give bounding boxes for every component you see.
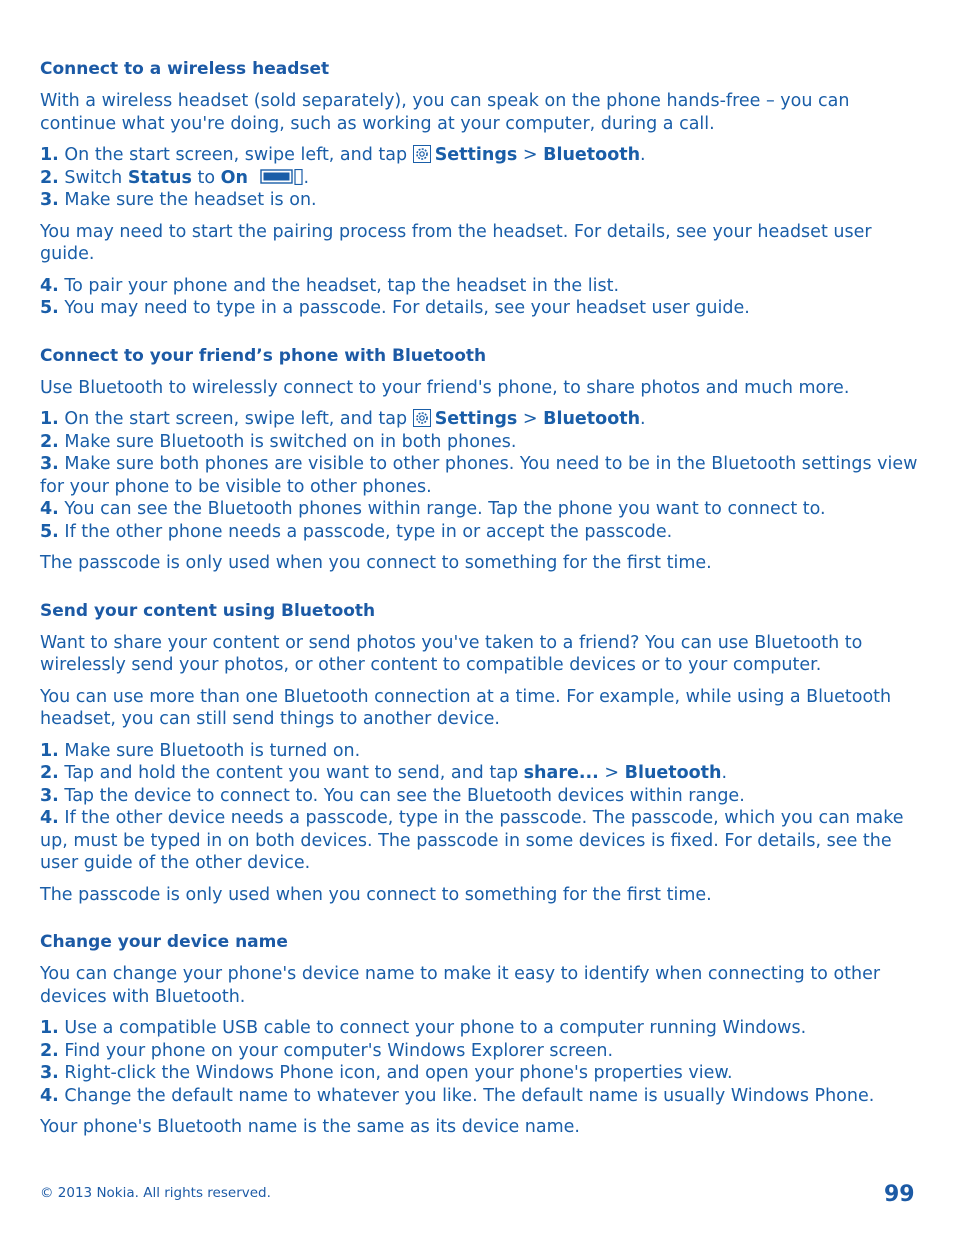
step-text: You can see the Bluetooth phones within range. Tap the phone you want to connect to.: [64, 499, 826, 519]
settings-label: Settings: [434, 409, 518, 429]
list-item: [40, 498, 920, 521]
status-label: Status: [127, 167, 192, 188]
path-separator: >: [522, 409, 538, 429]
list-item: [40, 740, 920, 763]
step-text: You may need to type in a passcode. For details, see your headset user guide.: [64, 298, 750, 318]
step-text: On the start screen, swipe left, and tap: [64, 145, 408, 165]
step-number: 5.: [40, 521, 59, 542]
step-number: 3.: [40, 454, 59, 474]
step-number: 2.: [40, 1040, 59, 1061]
step-text: Use a compatible USB cable to connect your phone to a computer running Windows.: [64, 1018, 807, 1038]
list-item: [40, 785, 920, 808]
step-number: 3.: [40, 190, 59, 210]
step-text: To pair your phone and the headset, tap the headset in the list.: [64, 275, 620, 296]
step-text: Tap the device to connect to. You can see the Bluetooth devices within range.: [64, 785, 745, 806]
list-item: [40, 167, 920, 190]
list-item: [40, 297, 920, 320]
section-heading: Connect to a wireless headset: [40, 59, 330, 79]
list-item: [40, 453, 920, 498]
steps-list: [40, 144, 920, 212]
step-number: 1.: [40, 409, 59, 429]
list-item: [40, 762, 920, 785]
step-text: On the start screen, swipe left, and tap: [64, 409, 408, 429]
path-separator: >: [522, 145, 538, 165]
step-text: Find your phone on your computer's Windows Explorer screen.: [64, 1040, 614, 1061]
bluetooth-label: Bluetooth: [543, 409, 641, 429]
steps-list: [40, 408, 920, 543]
list-item: [40, 144, 920, 167]
bluetooth-label: Bluetooth: [543, 145, 641, 165]
list-item: [40, 408, 920, 431]
list-item: [40, 521, 920, 544]
path-separator: >: [604, 763, 620, 783]
list-item: [40, 807, 920, 875]
list-item: [40, 189, 920, 212]
settings-gear-icon: [413, 409, 431, 427]
section-note: You may need to start the pairing process from the headset. For details, see your headset user guide.: [40, 221, 872, 264]
bluetooth-label: Bluetooth: [624, 763, 722, 783]
step-number: 1.: [40, 145, 59, 165]
step-text: to: [197, 167, 216, 188]
list-item: [40, 431, 920, 454]
list-item: [40, 1085, 920, 1108]
step-text: Make sure both phones are visible to other phones. You need to be in the Bluetooth settings view for your phone to be visible to other phones.: [40, 454, 918, 497]
section-intro: Use Bluetooth to wirelessly connect to your friend's phone, to share photos and much more.: [40, 377, 850, 398]
on-label: On: [220, 167, 248, 188]
section-intro-2: You can use more than one Bluetooth connection at a time. For example, while using a Bluetooth headset, you can still send things to another device.: [40, 686, 892, 729]
share-label: share...: [523, 763, 599, 783]
page-number: 99: [884, 1182, 915, 1207]
step-text: Right-click the Windows Phone icon, and open your phone's properties view.: [64, 1063, 733, 1083]
steps-list: [40, 1017, 920, 1107]
step-number: 4.: [40, 808, 59, 828]
step-text: Change the default name to whatever you like. The default name is usually Windows Phone.: [64, 1085, 875, 1106]
section-note: The passcode is only used when you connect to something for the first time.: [40, 884, 712, 905]
section-note: Your phone's Bluetooth name is the same as its device name.: [40, 1117, 580, 1137]
list-item: [40, 1062, 920, 1085]
step-number: 1.: [40, 1018, 59, 1038]
step-end: .: [303, 167, 310, 188]
steps-list: [40, 275, 920, 320]
section-heading: Send your content using Bluetooth: [40, 600, 376, 621]
section-heading: Change your device name: [40, 932, 288, 952]
section-wireless-headset: [40, 57, 920, 320]
settings-label: Settings: [434, 145, 518, 165]
section-intro: With a wireless headset (sold separately), you can speak on the phone hands-free – you can continue what you're doing, such as working at your computer, during a call.: [40, 91, 850, 134]
step-number: 4.: [40, 499, 59, 519]
section-note: The passcode is only used when you connect to something for the first time.: [40, 553, 712, 573]
step-text: If the other phone needs a passcode, type in or accept the passcode.: [64, 521, 673, 542]
step-number: 2.: [40, 431, 59, 452]
section-intro: You can change your phone's device name to make it easy to identify when connecting to other devices with Bluetooth.: [40, 964, 881, 1007]
step-end: .: [640, 409, 646, 429]
step-text: If the other device needs a passcode, type in the passcode. The passcode, which you can make up, must be typed in on both devices. The passcode in some devices is fixed. For details, see the user guide of the other device.: [40, 808, 904, 873]
step-text: Make sure Bluetooth is switched on in both phones.: [64, 431, 517, 452]
step-text: Make sure Bluetooth is turned on.: [64, 740, 361, 761]
step-end: .: [721, 763, 728, 783]
step-number: 4.: [40, 275, 59, 296]
step-text: Tap and hold the content you want to send, and tap: [64, 763, 519, 783]
list-item: [40, 1040, 920, 1063]
step-text: Make sure the headset is on.: [64, 190, 317, 210]
list-item: [40, 275, 920, 298]
step-number: 2.: [40, 167, 59, 188]
toggle-switch-on-icon: [260, 169, 304, 185]
settings-gear-icon: [413, 145, 431, 163]
list-item: [40, 1017, 920, 1040]
step-end: .: [640, 145, 646, 165]
step-number: 1.: [40, 740, 59, 761]
footer-copyright: © 2013 Nokia. All rights reserved.: [40, 1185, 271, 1201]
section-device-name: [40, 930, 920, 1139]
section-heading: Connect to your friend’s phone with Bluetooth: [40, 345, 487, 366]
step-text: Switch: [64, 167, 123, 188]
step-number: 3.: [40, 1063, 59, 1083]
section-intro: Want to share your content or send photos you've taken to a friend? You can use Bluetooth to wirelessly send your photos, or other content to compatible devices or to your computer.: [40, 632, 863, 675]
step-number: 5.: [40, 298, 59, 318]
steps-list: [40, 740, 920, 875]
step-number: 4.: [40, 1085, 59, 1106]
step-number: 2.: [40, 763, 59, 783]
step-number: 3.: [40, 785, 59, 806]
page-content: [40, 57, 920, 1139]
section-send-content: [40, 599, 920, 907]
section-friends-phone: [40, 344, 920, 575]
